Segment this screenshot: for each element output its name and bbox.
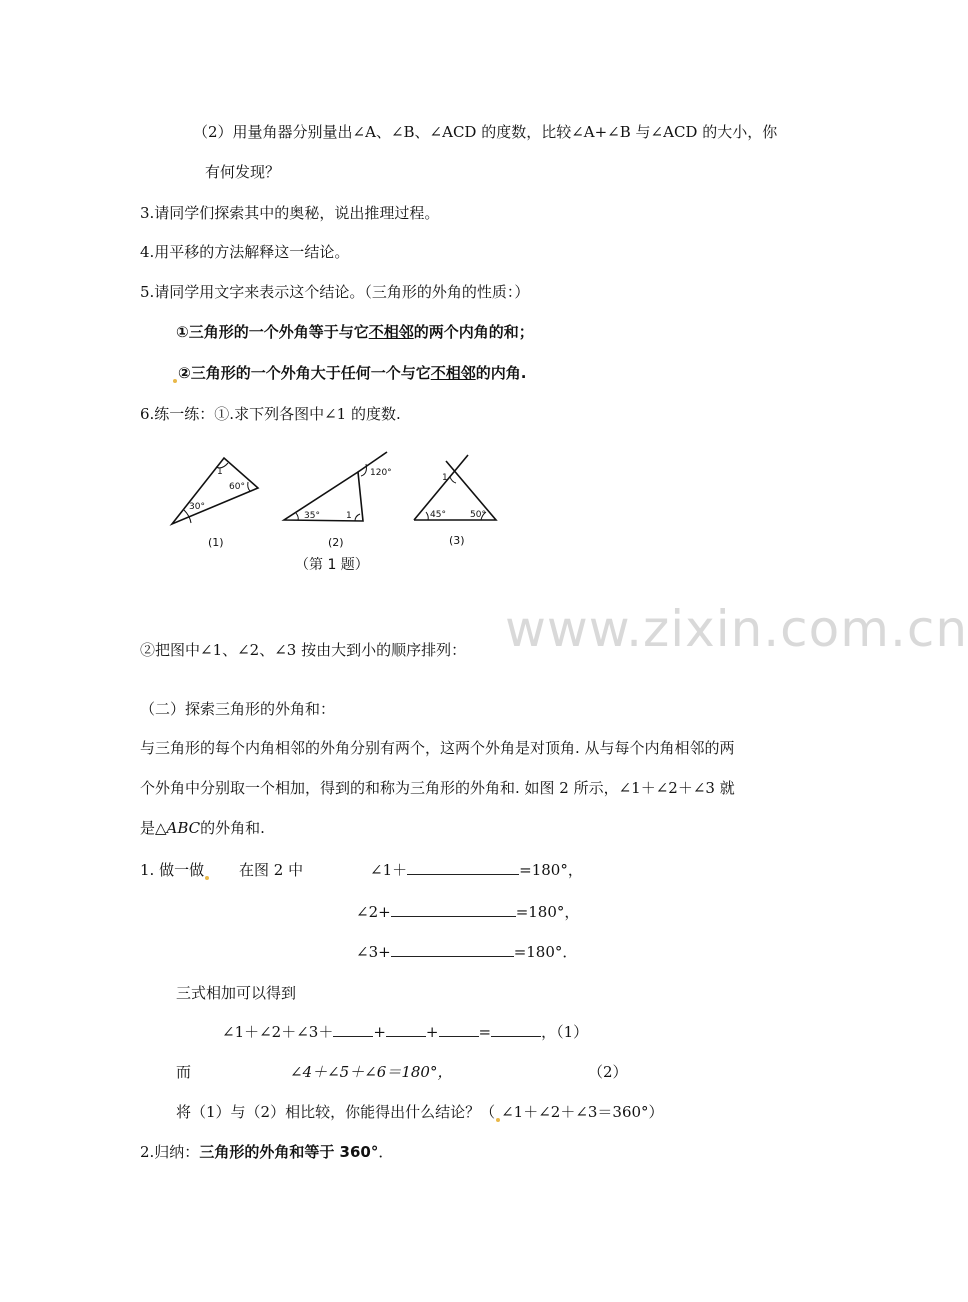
eq-3: ∠3+ =180°． [356, 943, 578, 961]
task-2: ②把图中∠1、∠2、∠3 按由大到小的顺序排列： [140, 641, 467, 659]
para-line2: 个外角中分别取一个相加，得到的和称为三角形的外角和. 如图 2 所示，∠1＋∠2＋∠3 就 [140, 779, 735, 797]
figures-caption: （第 1 题） [295, 557, 369, 573]
para-line3: 是△ABC的外角和. [140, 819, 265, 837]
item-5: 5.请同学用文字来表示这个结论。（三角形的外角的性质：） [140, 283, 530, 301]
item-4: 4.用平移的方法解释这一结论。 [140, 243, 350, 261]
figure-2 [284, 452, 392, 549]
q2-line2: 有何发现？ [205, 163, 281, 181]
blank [391, 942, 514, 957]
fig1-60: 60° [229, 482, 245, 492]
fig2-35: 35° [304, 511, 320, 521]
fig1-angle1: 1 [217, 467, 223, 477]
figure-1 [172, 458, 258, 549]
fig3-angle1: 1 [442, 473, 448, 483]
item-6: 6.练一练：①.求下列各图中∠1 的度数. [140, 405, 401, 423]
eq-2: ∠2+ =180°， [356, 903, 580, 921]
er-tag: （2） [588, 1063, 628, 1081]
do-label: 1. 做一做 [140, 860, 210, 880]
fig2-angle1: 1 [346, 511, 352, 521]
blank [333, 1022, 373, 1037]
fig3-caption: (3) [449, 534, 465, 547]
para-line1: 与三角形的每个内角相邻的外角分别有两个，这两个外角是对顶角. 从与每个内角相邻的两 [140, 739, 735, 757]
blank [491, 1022, 541, 1037]
blank [391, 902, 516, 917]
item-3: 3.请同学们探索其中的奥秘，说出推理过程。 [140, 204, 440, 222]
compare: 将（1）与（2）相比较，你能得出什么结论？（ ∠1＋∠2＋∠3＝360°） [176, 1103, 664, 1121]
fig2-120: 120° [370, 468, 392, 478]
watermark: www.zixin.com.cn [505, 600, 968, 658]
q2-line1: （2）用量角器分别量出∠A、∠B、∠ACD 的度数，比较∠A+∠B 与∠ACD 的大小，你 [193, 123, 778, 141]
blank [439, 1022, 479, 1037]
property-1: ①三角形的一个外角等于与它不相邻的两个内角的和； [176, 323, 534, 341]
section-2-title: （二）探索三角形的外角和： [140, 700, 336, 718]
eq-1: ∠1＋ =180°， [370, 861, 583, 879]
summary: 2.归纳：三角形的外角和等于 360°． [140, 1143, 394, 1161]
fig3-50: 50° [470, 510, 486, 520]
sum-intro: 三式相加可以得到 [176, 984, 297, 1002]
fig3-45: 45° [430, 510, 446, 520]
fig1-caption: (1) [208, 536, 224, 549]
er-label: 而 [176, 1063, 192, 1081]
triangle-figures [150, 440, 530, 580]
sum-equation: ∠1＋∠2＋∠3＋ + + = ，（1） [222, 1023, 589, 1041]
er-equation: ∠4＋∠5＋∠6＝180°， [290, 1063, 453, 1081]
do-where: 在图 2 中 [239, 861, 304, 879]
edit-mark [173, 379, 177, 383]
blank [386, 1022, 426, 1037]
figure-3 [414, 455, 496, 547]
fig2-caption: (2) [328, 536, 344, 549]
fig1-30: 30° [189, 502, 205, 512]
blank [407, 860, 519, 875]
edit-mark [205, 876, 209, 880]
edit-mark [496, 1118, 500, 1122]
property-2: ②三角形的一个外角大于任何一个与它不相邻的内角. [172, 363, 526, 383]
